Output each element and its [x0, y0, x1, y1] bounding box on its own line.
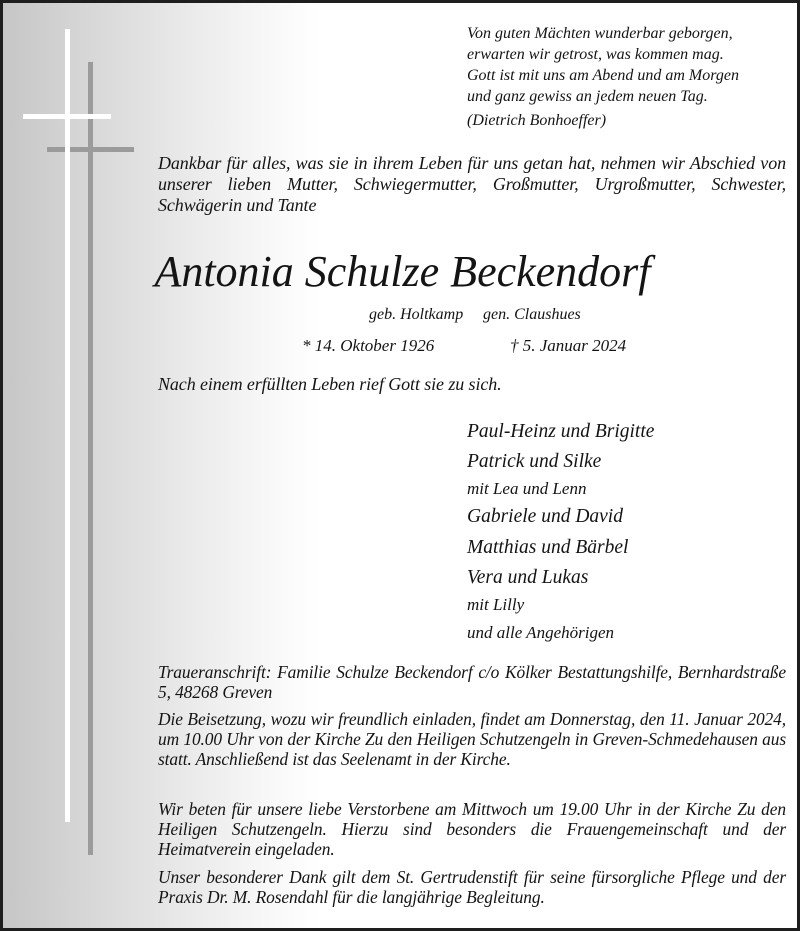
death-date: † 5. Januar 2024 — [510, 336, 627, 355]
called-name: gen. Claushues — [483, 306, 581, 323]
white-cross-vertical — [65, 29, 70, 822]
quote-line: und ganz gewiss an jedem neuen Tag. — [467, 88, 708, 105]
mourner-line: Paul-Heinz und Brigitte — [467, 421, 655, 442]
mourner-line: und alle Angehörigen — [467, 623, 614, 642]
quote-line: erwarten wir getrost, was kommen mag. — [467, 46, 724, 63]
mourning-address: Traueranschrift: Familie Schulze Beckendorf c/o Kölker Bestattungshilfe, Bernhardstraße 5, 48268 Greven — [158, 662, 786, 702]
mourner-line: Patrick und Silke — [467, 451, 602, 472]
bonhoeffer-quote — [467, 23, 739, 131]
deceased-name-text: Antonia Schulze Beckendorf — [154, 247, 651, 296]
mourner-line: mit Lea und Lenn — [467, 479, 587, 498]
maiden-name: geb. Holtkamp — [369, 306, 464, 323]
white-cross-horizontal — [23, 114, 111, 119]
quote-line: Von guten Mächten wunderbar geborgen, — [467, 25, 733, 42]
mourner-line: Matthias und Bärbel — [467, 537, 629, 558]
quote-line: Gott ist mit uns am Abend und am Morgen — [467, 67, 739, 84]
mourner-line: Gabriele und David — [467, 506, 623, 527]
funeral-details: Die Beisetzung, wozu wir freundlich einladen, findet am Donnerstag, den 11. Januar 2024, um 10.00 Uhr von der Kirche Zu den Heiligen Schutzengeln in Greven-Schmedehausen aus statt. Anschließend ist das Seelenamt in der Kirche. — [158, 709, 786, 769]
thanks-note: Unser besonderer Dank gilt dem St. Gertrudenstift für seine fürsorgliche Pflege und der Praxis Dr. M. Rosendahl für die langjährige Begleitung. — [158, 867, 786, 907]
gray-cross-vertical — [88, 62, 93, 855]
quote-author: (Dietrich Bonhoeffer) — [467, 112, 607, 129]
closing-line: Nach einem erfüllten Leben rief Gott sie zu sich. — [158, 374, 502, 394]
intro-paragraph: Dankbar für alles, was sie in ihrem Leben für uns getan hat, nehmen wir Abschied von unserer lieben Mutter, Schwiegermutter, Großmutter, Urgroßmutter, Schwester, Schwägerin und Tante — [158, 153, 786, 215]
obituary-notice — [3, 3, 797, 928]
deceased-name — [3, 246, 797, 298]
birth-date: * 14. Oktober 1926 — [302, 336, 435, 355]
mourner-line: mit Lilly — [467, 595, 525, 614]
gray-cross-horizontal — [47, 147, 134, 152]
prayer-details: Wir beten für unsere liebe Verstorbene am Mittwoch um 19.00 Uhr in der Kirche Zu den Heiligen Schutzengeln. Hierzu sind besonders die Frauengemeinschaft und der Heimatverein eingeladen. — [158, 799, 786, 859]
mourner-line: Vera und Lukas — [467, 567, 589, 588]
